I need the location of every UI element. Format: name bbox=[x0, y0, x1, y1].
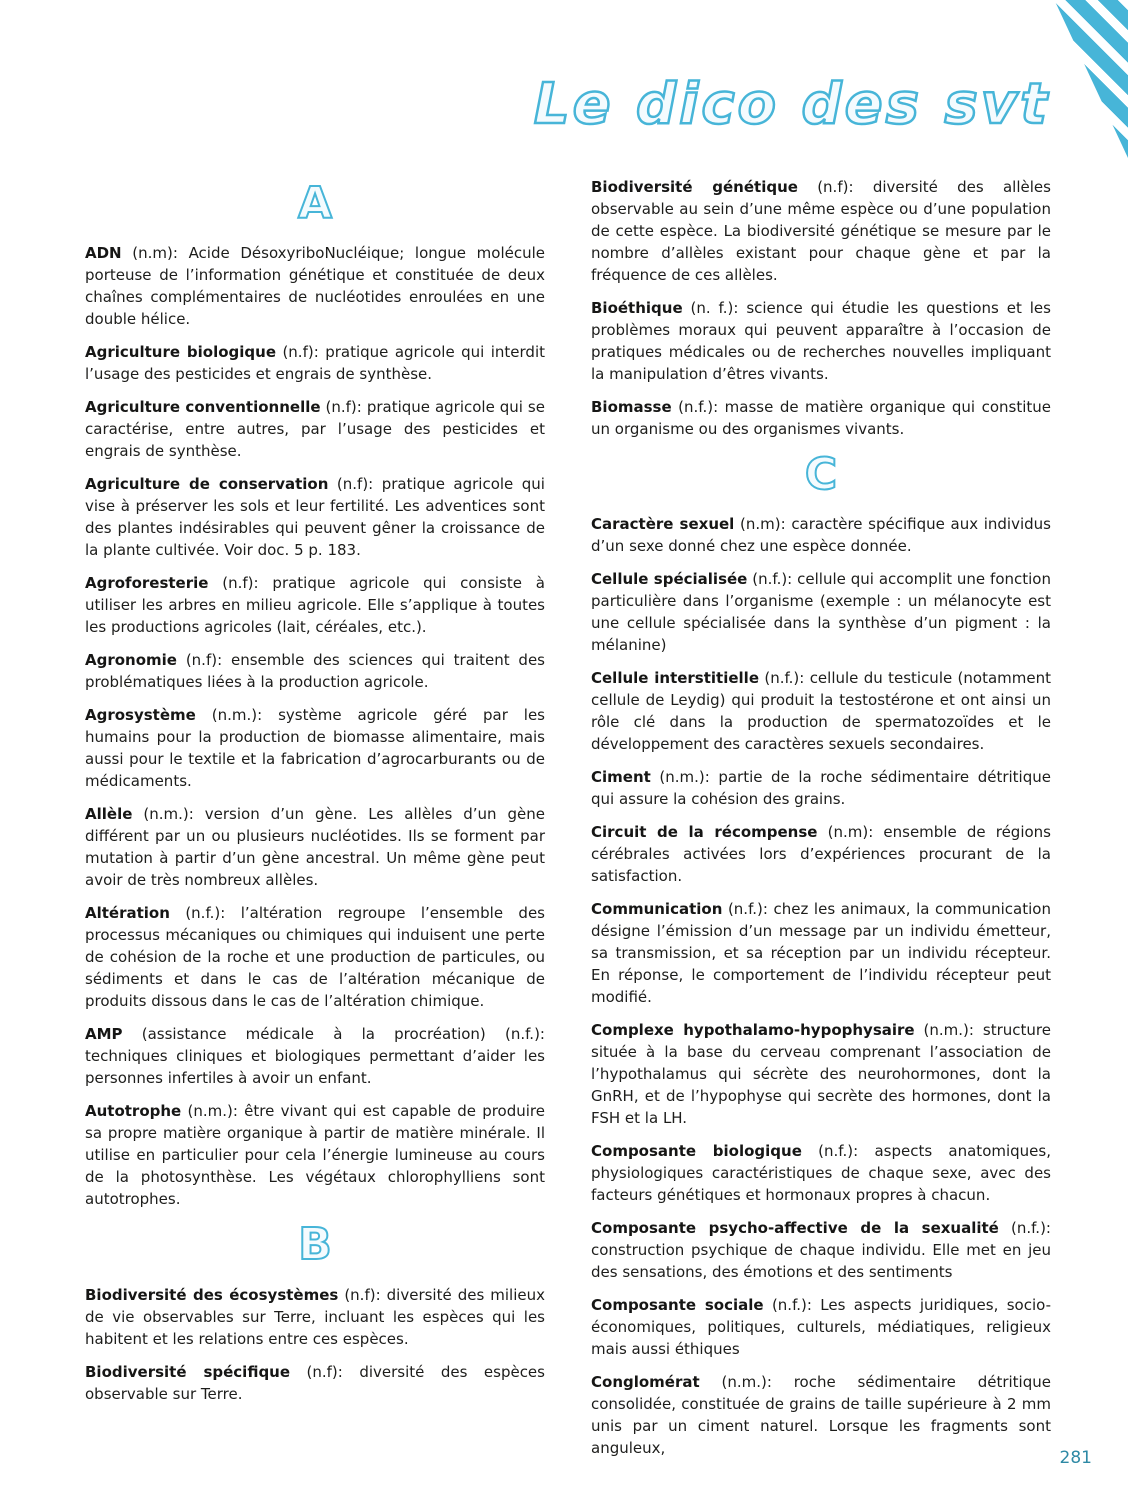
entry-pos: (n.m): bbox=[132, 244, 178, 263]
entry-pos: (n.f.): bbox=[764, 669, 805, 688]
entry-term: Circuit de la récompense bbox=[591, 823, 818, 842]
glossary-entry bbox=[85, 649, 545, 693]
glossary-entry bbox=[85, 396, 545, 462]
entry-term: Cellule interstitielle bbox=[591, 669, 759, 688]
entry-definition: chez les animaux, la communication désigne l’émission d’un message par un individu émetteur, sa transmission, et sa réception par un individu récepteur. En réponse, le comportement de l’individu récepteur peut modifié. bbox=[591, 900, 1051, 1007]
entry-definition: techniques cliniques et biologiques permettant d’aider les personnes infertiles à avoir un enfant. bbox=[85, 1047, 545, 1088]
page-title: Le dico des svt bbox=[533, 72, 1050, 137]
entry-definition: cellule du testicule (notamment cellule de Leydig) qui produit la testostérone et ont ainsi un rôle clé dans la production de spermatozoïdes et le développement des caractères sexuels secondaires. bbox=[591, 669, 1051, 754]
entry-pos: (n.m.): bbox=[187, 1102, 238, 1121]
entry-definition: masse de matière organique qui constitue un organisme ou des organismes vivants. bbox=[591, 398, 1051, 438]
entry-definition: être vivant qui est capable de produire sa propre matière organique à partir de matière minérale. Il utilise en particulier pour cela l’énergie lumineuse au cours de la photosynthèse. Les végétaux chlorophylliens sont autotrophes. bbox=[85, 1102, 545, 1209]
glossary-entry bbox=[85, 572, 545, 638]
entry-definition: structure située à la base du cerveau comprenant l’association de l’hypothalamus qui sécrète des neurohormones, dont la GnRH, et de l’hypophyse qui secrète des hormones, dont la FSH et la LH. bbox=[591, 1021, 1051, 1128]
glossary-entry bbox=[591, 568, 1051, 656]
glossary-entry bbox=[591, 766, 1051, 810]
entry-term: Agrosystème bbox=[85, 706, 196, 725]
glossary-entry bbox=[591, 396, 1051, 440]
entry-term: Communication bbox=[591, 900, 723, 919]
entry-definition: diversité des allèles observable au sein d’une même espèce ou d’une population de cette espèce. La biodiversité génétique se mesure par le nombre d’allèles existant pour chaque gène et par la fréquence de ces allèles. bbox=[591, 178, 1051, 284]
entry-definition: science qui étudie les questions et les problèmes moraux qui peuvent apparaître à l’occasion de pratiques médicales ou de recherches nouvelles impliquant la manipulation d’êtres vivants. bbox=[591, 299, 1051, 383]
entry-definition: version d’un gène. Les allèles d’un gène différent par un ou plusieurs nucléotides. Ils se forment par mutation à partir d’un gène ancestral. Un même gène peut avoir de très nombreux allèles. bbox=[85, 805, 545, 890]
entry-definition: construction psychique de chaque individu. Elle met en jeu des sensations, des émotions et des sentiments bbox=[591, 1241, 1051, 1282]
entry-pos: (n.f): bbox=[306, 1362, 343, 1381]
entry-definition: cellule qui accomplit une fonction particulière dans l’organisme (exemple : un mélanocyte est une cellule spécialisée dans la synthèse d’un pigment : la mélanine) bbox=[591, 570, 1051, 655]
glossary-entry bbox=[591, 513, 1051, 557]
entry-pos: (n.f): bbox=[222, 574, 259, 593]
page-number: 281 bbox=[1059, 1448, 1092, 1468]
entry-pos: (n.f.): bbox=[185, 904, 226, 923]
glossary-entry bbox=[591, 898, 1051, 1008]
glossary-entry bbox=[591, 176, 1051, 286]
entry-pos: (n. f.): bbox=[690, 299, 739, 317]
entry-term: Biomasse bbox=[591, 398, 672, 416]
entry-pos: (n.f.): bbox=[678, 398, 719, 416]
entry-term: AMP bbox=[85, 1025, 123, 1044]
entry-term: ADN bbox=[85, 244, 122, 263]
entry-term: Autotrophe bbox=[85, 1102, 182, 1121]
glossary-entry bbox=[85, 1023, 545, 1089]
entry-term: Ciment bbox=[591, 768, 651, 787]
glossary-entry bbox=[591, 1140, 1051, 1206]
glossary-entry bbox=[85, 803, 545, 891]
glossary-entry bbox=[85, 473, 545, 561]
entry-definition: l’altération regroupe l’ensemble des processus mécaniques ou chimiques qui induisent une perte de cohésion de la roche et une production de particules, ou sédiments et dans le cas de l’altération mécanique de produits dissous dans le cas de l’altération chimique. bbox=[85, 904, 545, 1011]
entry-term: Agriculture conventionnelle bbox=[85, 398, 321, 417]
glossary-entry bbox=[591, 1294, 1051, 1360]
entry-definition: ensemble des sciences qui traitent des problématiques liées à la production agricole. bbox=[85, 651, 545, 692]
entry-definition: partie de la roche sédimentaire détritique qui assure la cohésion des grains. bbox=[591, 768, 1051, 809]
entry-pos: (n.f): bbox=[282, 343, 319, 362]
glossary-entry bbox=[85, 1284, 545, 1350]
entry-pos: (n.f.): bbox=[771, 1296, 812, 1315]
entry-term: Agronomie bbox=[85, 651, 177, 670]
glossary-entry bbox=[85, 242, 545, 330]
entry-definition: pratique agricole qui vise à préserver les sols et leur fertilité. Les adventices sont des plantes indésirables qui peuvent gêner la croissance de la plante cultivée. Voir doc. 5 p. 183. bbox=[85, 475, 545, 560]
entry-term: Bioéthique bbox=[591, 299, 683, 317]
entry-pos: (n.f): bbox=[325, 398, 362, 417]
glossary-entry bbox=[85, 704, 545, 792]
glossary-entry bbox=[85, 1361, 545, 1405]
entry-definition: ensemble de régions cérébrales activées lors d’expériences procurant de la satisfaction. bbox=[591, 823, 1051, 886]
entry-term: Conglomérat bbox=[591, 1373, 700, 1392]
entry-term: Composante psycho-affective de la sexualité bbox=[591, 1219, 999, 1238]
entry-term: Allèle bbox=[85, 805, 133, 824]
glossary-entry bbox=[85, 1100, 545, 1210]
glossary-entry bbox=[85, 341, 545, 385]
glossary-entry bbox=[591, 1217, 1051, 1283]
entry-pos: (n.f): bbox=[344, 1285, 381, 1304]
corner-stripes-decoration bbox=[1048, 0, 1128, 158]
entry-definition: Acide DésoxyriboNucléique; longue molécule porteuse de l’information génétique et constituée de deux chaînes complémentaires de nucléotides enroulées en une double hélice. bbox=[85, 244, 545, 329]
entry-pos: (n.m.): bbox=[923, 1021, 974, 1040]
entry-pos: (n.f): bbox=[185, 651, 223, 670]
entry-pos: (n.m): bbox=[827, 823, 874, 842]
entry-definition: système agricole géré par les humains pour la production de biomasse alimentaire, mais aussi pour le textile et la fabrication d’agrocarburants ou de médicaments. bbox=[85, 706, 545, 791]
entry-term: Agriculture biologique bbox=[85, 343, 276, 362]
entry-pos: (n.m.): bbox=[211, 706, 263, 725]
section-letter-b: B bbox=[298, 1219, 332, 1271]
entry-pos: (n.m.): bbox=[659, 768, 710, 787]
entry-definition: aspects anatomiques, physiologiques caractéristiques de chaque sexe, avec des facteurs génétiques et hormonaux propres à chacun. bbox=[591, 1142, 1051, 1205]
left-column bbox=[85, 176, 545, 1416]
entry-term: Altération bbox=[85, 904, 170, 923]
entry-term: Agroforesterie bbox=[85, 574, 209, 593]
entry-term: Biodiversité des écosystèmes bbox=[85, 1285, 339, 1304]
entry-pos: (n.m.): bbox=[721, 1373, 772, 1392]
entry-definition: diversité des milieux de vie observables sur Terre, incluant les espèces qui les habitent et les relations entre ces espèces. bbox=[85, 1285, 545, 1348]
entry-term: Caractère sexuel bbox=[591, 515, 735, 534]
glossary-columns bbox=[85, 176, 1051, 1470]
entry-pos: (n.f.): bbox=[1010, 1219, 1051, 1238]
glossary-entry bbox=[591, 1019, 1051, 1129]
entry-pos: (n.f.): bbox=[752, 570, 793, 589]
entry-pos: (n.f.): bbox=[727, 900, 768, 919]
entry-definition: caractère spécifique aux individus d’un sexe donné chez une espèce donnée. bbox=[591, 515, 1051, 556]
entry-definition: roche sédimentaire détritique consolidée, constituée de grains de taille supérieure à 2 mm unis par un ciment naturel. Lorsque les fragments sont anguleux, bbox=[591, 1373, 1051, 1458]
entry-pos: (n.f.): bbox=[818, 1142, 859, 1161]
right-column bbox=[591, 176, 1051, 1470]
glossary-entry bbox=[591, 1371, 1051, 1459]
entry-term: Cellule spécialisée bbox=[591, 570, 748, 589]
glossary-entry bbox=[591, 821, 1051, 887]
entry-term: Composante sociale bbox=[591, 1296, 764, 1315]
entry-pos: (n.m.): bbox=[143, 805, 194, 824]
entry-pos: (assistance médicale à la procréation) (n.f.): bbox=[141, 1025, 545, 1044]
glossary-entry bbox=[85, 902, 545, 1012]
entry-pos: (n.f): bbox=[817, 178, 854, 196]
entry-term: Biodiversité spécifique bbox=[85, 1362, 291, 1381]
entry-term: Agriculture de conservation bbox=[85, 475, 329, 494]
glossary-entry bbox=[591, 667, 1051, 755]
entry-definition: pratique agricole qui interdit l’usage des pesticides et engrais de synthèse. bbox=[85, 343, 545, 384]
glossary-entry bbox=[591, 297, 1051, 385]
entry-term: Composante biologique bbox=[591, 1142, 802, 1161]
entry-term: Biodiversité génétique bbox=[591, 178, 798, 196]
entry-term: Complexe hypothalamo-hypophysaire bbox=[591, 1021, 915, 1040]
section-letter-c: C bbox=[804, 449, 838, 500]
entry-definition: pratique agricole qui consiste à utiliser les arbres en milieu agricole. Elle s’applique à toutes les productions agricoles (lait, céréales, etc.). bbox=[85, 574, 545, 637]
entry-definition: Les aspects juridiques, socio-économiques, politiques, culturels, médiatiques, religieux mais aussi éthiques bbox=[591, 1296, 1051, 1359]
section-letter-a: A bbox=[297, 178, 333, 229]
entry-pos: (n.m): bbox=[740, 515, 786, 534]
entry-definition: pratique agricole qui se caractérise, entre autres, par l’usage des pesticides et engrais de synthèse. bbox=[85, 398, 545, 461]
entry-pos: (n.f): bbox=[336, 475, 374, 494]
entry-definition: diversité des espèces observable sur Terre. bbox=[85, 1362, 545, 1403]
